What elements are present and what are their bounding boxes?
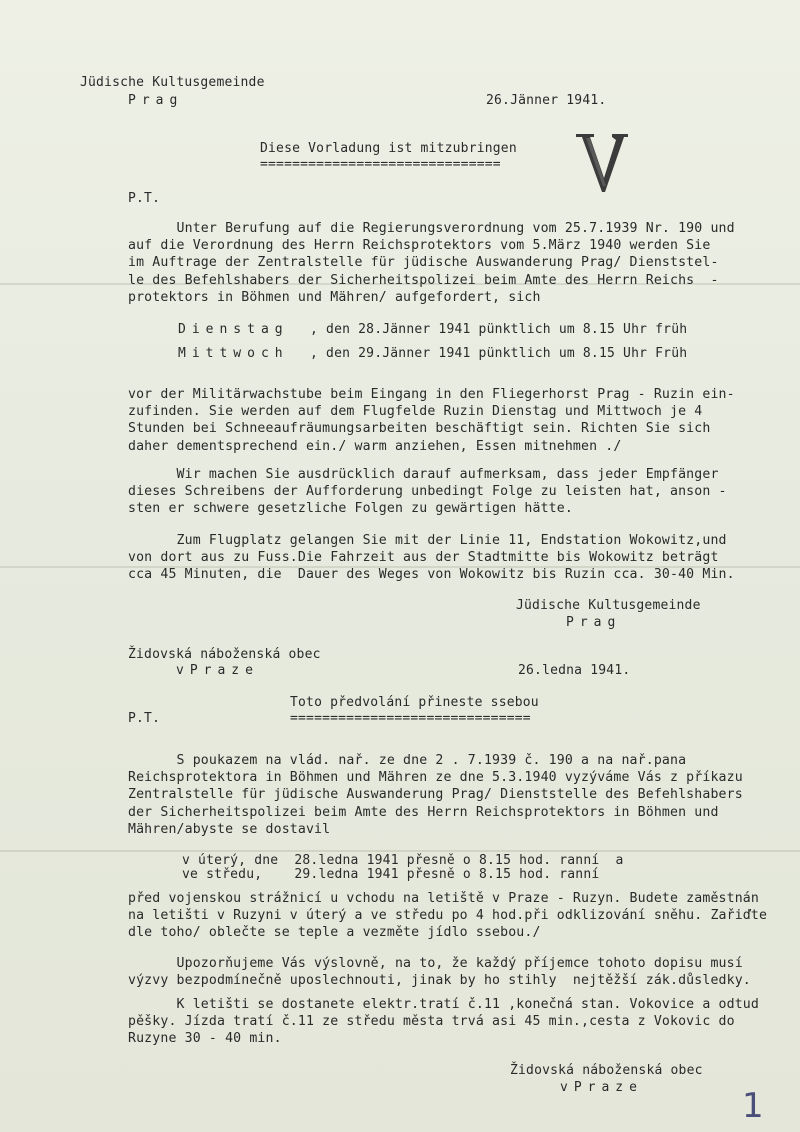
- de-day1-text: , den 28.Jänner 1941 pünktlich um 8.15 Uhr früh: [310, 322, 688, 337]
- de-date: 26.Jänner 1941.: [486, 93, 607, 108]
- cz-paragraph-1: S poukazem na vlád. nař. ze dne 2 . 7.1939 č. 190 a na nař.pana Reichsprotektora in Böhmen und Mähren ze dne 5.3.1940 vyzýváme Vás z příkazu Zentralstelle für jüdische Auswanderung Prag/ Dienststelle des Befehlshabers der Sicherheitspolizei beim Amte des Herrn Reichsprotektors in Böhmen und Mähren/abyste se dostavil: [128, 753, 743, 837]
- de-org-name: Jüdische Kultusgemeinde: [80, 75, 265, 90]
- cz-paragraph-2: před vojenskou strážnicí u vchodu na letiště v Praze - Ruzyn. Budete zaměstnán na letišti v Ruzyni v úterý a ve středu po 4 hod.při odklizování sněhu. Zařiďte dle toho/ oblečte se teple a vezměte jídlo ssebou./: [128, 891, 768, 941]
- de-org-city: Prag: [128, 93, 184, 108]
- de-signature-org: Jüdische Kultusgemeinde: [516, 598, 701, 613]
- de-heading-rule: ==============================: [260, 157, 501, 172]
- big-v-letter: [574, 128, 630, 194]
- cz-signature-city: vPraze: [560, 1080, 643, 1095]
- page-number-pencil-mark: 1: [742, 1086, 764, 1126]
- cz-date: 26.ledna 1941.: [518, 663, 631, 678]
- cz-day2: ve středu, 29.ledna 1941 přesně o 8.15 hod. ranní: [182, 867, 600, 882]
- cz-day1: v úterý, dne 28.ledna 1941 přesně o 8.15 hod. ranní a: [182, 853, 624, 868]
- de-paragraph-3: Wir machen Sie ausdrücklich darauf aufmerksam, dass jeder Empfänger dieses Schreibens der Aufforderung unbedingt Folge zu leisten hat, anson - sten er schwere gesetzliche Folgen zu gewärtigen hätte.: [128, 467, 727, 517]
- cz-org-name: Židovská náboženská obec: [128, 647, 321, 662]
- cz-org-city: vPraze: [176, 663, 259, 678]
- de-day2-name: Mittwoch: [178, 346, 289, 361]
- de-day1-name: Dienstag: [178, 322, 289, 337]
- cz-signature-org: Židovská náboženská obec: [510, 1063, 703, 1078]
- cz-heading-rule: ==============================: [290, 711, 531, 726]
- de-paragraph-4: Zum Flugplatz gelangen Sie mit der Linie 11, Endstation Wokowitz,und von dort aus zu Fuss.Die Fahrzeit aus der Stadtmitte bis Wokowitz beträgt cca 45 Minuten, die Dauer des Weges von Wokowitz bis Ruzin cca. 30-40 Min.: [128, 533, 735, 583]
- cz-paragraph-4: K letišti se dostanete elektr.tratí č.11 ,konečná stan. Vokovice a odtud pěšky. Jízda tratí č.11 ze středu města trvá asi 45 min.,cesta z Vokovic do Ruzyne 30 - 40 min.: [128, 997, 759, 1047]
- de-paragraph-1: Unter Berufung auf die Regierungsverordnung vom 25.7.1939 Nr. 190 und auf die Verordnung des Herrn Reichsprotektors vom 5.März 1940 werden Sie im Auftrage der Zentralstelle für jüdische Auswanderung Prag/ Dienststel- le des Befehlshabers der Sicherheitspolizei beim Amte des Herrn Reichs - protektors in Böhmen und Mähren/ aufgefordert, sich: [128, 221, 735, 305]
- cz-salutation: P.T.: [128, 711, 161, 726]
- cz-paragraph-3: Upozorňujeme Vás výslovně, na to, že každý příjemce tohoto dopisu musí výzvy bezpodmínečně uposlechnouti, jinak by ho stihly nejtěžší zák.důsledky.: [128, 956, 751, 989]
- de-day2-text: , den 29.Jänner 1941 pünktlich um 8.15 Uhr Früh: [310, 346, 688, 361]
- de-paragraph-2: vor der Militärwachstube beim Eingang in den Fliegerhorst Prag - Ruzin ein- zufinden. Sie werden auf dem Flugfelde Ruzin Dienstag und Mittwoch je 4 Stunden bei Schneeaufräumungsarbeiten beschäftigt sein. Richten Sie sich daher dementsprechend ein./ warm anziehen, Essen mitnehmen ./: [128, 387, 735, 454]
- cz-heading: Toto předvolání přineste ssebou: [290, 695, 539, 710]
- de-salutation: P.T.: [128, 191, 161, 206]
- de-heading: Diese Vorladung ist mitzubringen: [260, 141, 517, 156]
- de-signature-city: Prag: [566, 615, 622, 630]
